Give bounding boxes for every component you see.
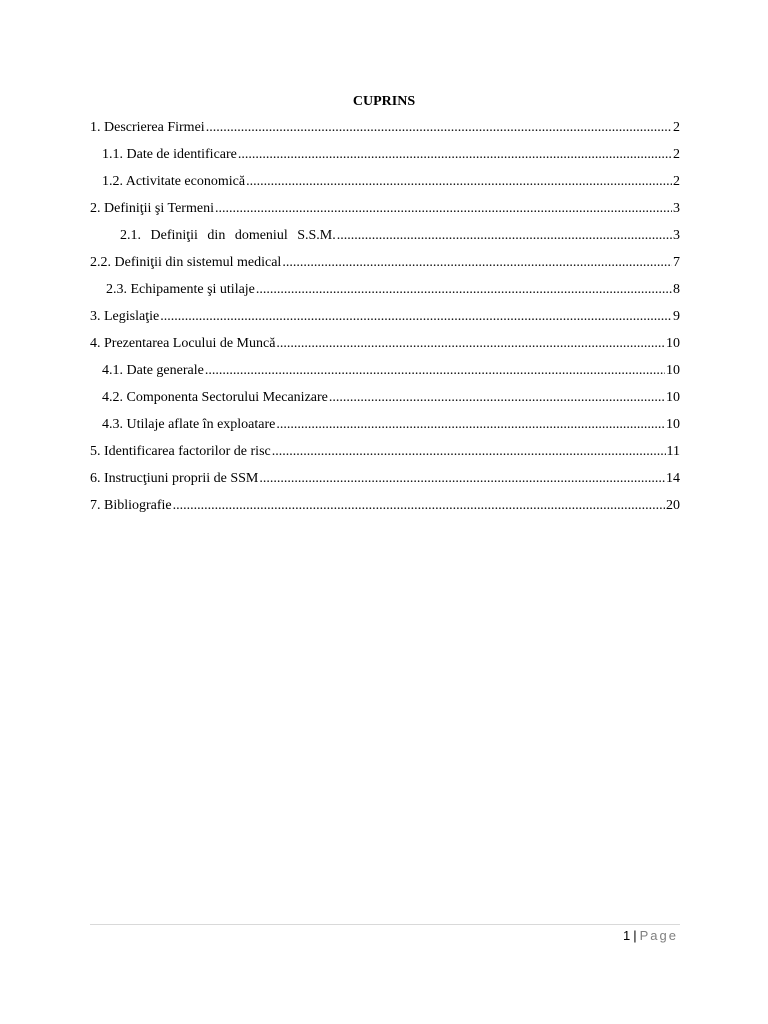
toc-entry-page: 20 bbox=[666, 498, 680, 513]
toc-entry[interactable] bbox=[90, 361, 680, 388]
page-number: 1 bbox=[623, 928, 631, 943]
toc-entry-page: 2 bbox=[673, 120, 680, 135]
table-of-contents bbox=[90, 118, 680, 523]
toc-entry-label: 7. Bibliografie bbox=[90, 498, 172, 513]
toc-entry-label: 4.1. Date generale bbox=[102, 363, 204, 378]
toc-entry[interactable] bbox=[90, 253, 680, 280]
toc-entry-label: 5. Identificarea factorilor de risc bbox=[90, 444, 271, 459]
toc-leader bbox=[276, 334, 665, 354]
toc-entry-page: 2 bbox=[673, 174, 680, 189]
toc-leader bbox=[276, 415, 665, 435]
toc-entry-page: 10 bbox=[666, 336, 680, 351]
toc-leader bbox=[205, 361, 665, 381]
toc-entry[interactable] bbox=[90, 226, 680, 253]
toc-entry-label: 2. Definiţii şi Termeni bbox=[90, 201, 214, 216]
toc-entry-label: 4.3. Utilaje aflate în exploatare bbox=[102, 417, 276, 432]
toc-entry-label: 2.3. Echipamente şi utilaje bbox=[106, 282, 255, 297]
toc-leader bbox=[246, 172, 672, 192]
footer-separator: | bbox=[633, 928, 637, 943]
toc-leader bbox=[173, 496, 665, 516]
toc-entry[interactable] bbox=[90, 118, 680, 145]
toc-leader bbox=[282, 253, 672, 273]
toc-entry-page: 10 bbox=[666, 390, 680, 405]
toc-entry[interactable] bbox=[90, 442, 680, 469]
toc-entry[interactable] bbox=[90, 307, 680, 334]
toc-leader bbox=[215, 199, 672, 219]
toc-entry-page: 2 bbox=[673, 147, 680, 162]
toc-entry[interactable] bbox=[90, 199, 680, 226]
toc-entry[interactable] bbox=[90, 496, 680, 523]
toc-entry[interactable] bbox=[90, 388, 680, 415]
toc-entry-label: 1.2. Activitate economică bbox=[102, 174, 246, 189]
footer-divider bbox=[90, 924, 680, 925]
toc-entry-label: 1. Descrierea Firmei bbox=[90, 120, 205, 135]
toc-leader bbox=[272, 442, 666, 462]
toc-entry-page: 8 bbox=[673, 282, 680, 297]
toc-entry-label: 2.2. Definiţii din sistemul medical bbox=[90, 255, 282, 270]
toc-leader bbox=[337, 226, 672, 246]
toc-entry-label: 6. Instrucţiuni proprii de SSM bbox=[90, 471, 259, 486]
toc-leader bbox=[329, 388, 665, 408]
toc-title: CUPRINS bbox=[352, 94, 416, 109]
toc-leader bbox=[206, 118, 672, 138]
page-footer bbox=[623, 928, 678, 943]
toc-leader bbox=[238, 145, 672, 165]
toc-entry-page: 14 bbox=[666, 471, 680, 486]
toc-leader bbox=[256, 280, 672, 300]
toc-entry-label: 3. Legislaţie bbox=[90, 309, 160, 324]
toc-entry[interactable] bbox=[90, 172, 680, 199]
toc-entry[interactable] bbox=[90, 415, 680, 442]
toc-entry-label: 4.2. Componenta Sectorului Mecanizare bbox=[102, 390, 328, 405]
page-label: Page bbox=[639, 928, 678, 943]
toc-entry-page: 10 bbox=[666, 363, 680, 378]
toc-entry[interactable] bbox=[90, 469, 680, 496]
toc-leader bbox=[160, 307, 672, 327]
toc-entry[interactable] bbox=[90, 145, 680, 172]
toc-entry-page: 3 bbox=[673, 228, 680, 243]
toc-entry-page: 11 bbox=[666, 444, 680, 459]
toc-entry-page: 9 bbox=[673, 309, 680, 324]
toc-entry[interactable] bbox=[90, 334, 680, 361]
toc-entry-label: 1.1. Date de identificare bbox=[102, 147, 237, 162]
toc-leader bbox=[259, 469, 665, 489]
toc-entry[interactable] bbox=[90, 280, 680, 307]
toc-entry-page: 10 bbox=[666, 417, 680, 432]
toc-entry-page: 3 bbox=[673, 201, 680, 216]
toc-entry-label: 2.1. Definiţii din domeniul S.S.M. bbox=[120, 228, 336, 243]
toc-entry-label: 4. Prezentarea Locului de Muncă bbox=[90, 336, 276, 351]
toc-entry-page: 7 bbox=[673, 255, 680, 270]
